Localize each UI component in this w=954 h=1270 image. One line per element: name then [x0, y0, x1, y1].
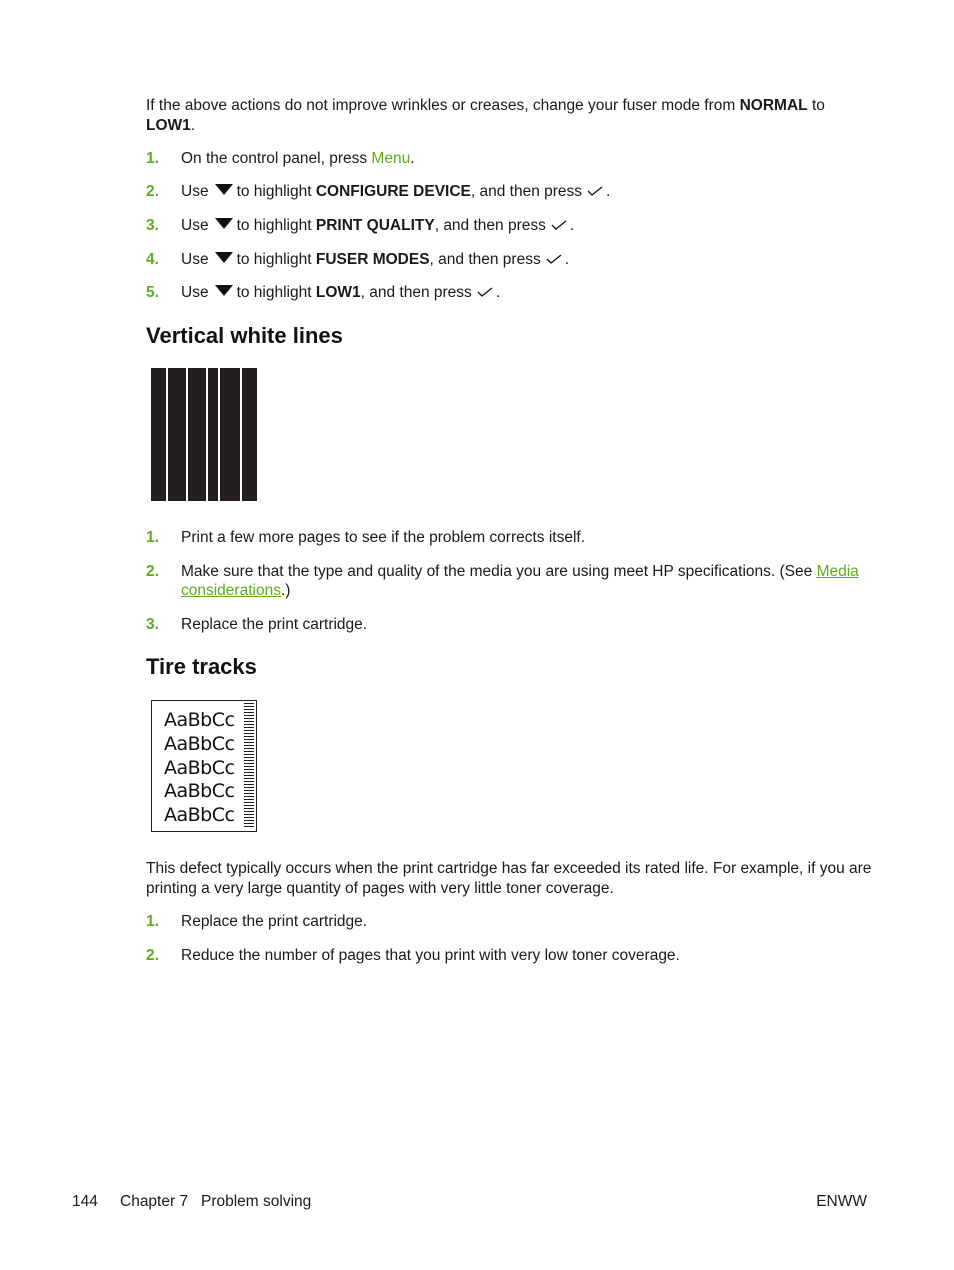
step-text: to highlight: [236, 183, 316, 200]
down-arrow-icon: [215, 218, 233, 229]
step-body: [181, 182, 871, 201]
step-number: 1.: [146, 529, 159, 546]
down-arrow-icon: [215, 285, 233, 296]
step-text-after: , and then press: [429, 251, 541, 268]
step-text-end: .): [280, 582, 291, 599]
tire-tracks-description: This defect typically occurs when the print cartridge has far exceeded its rated life. For example, if you are printing a very large quantity of pages with very little toner coverage.: [146, 860, 872, 897]
section-title-tire-tracks: Tire tracks: [146, 654, 257, 679]
sample-text-line: AaBbCc: [164, 709, 235, 731]
step-use: Use: [181, 284, 209, 301]
step-period: .: [410, 150, 415, 167]
step-number: 2.: [146, 947, 159, 964]
step-number: 1.: [146, 913, 159, 930]
step-text-after: , and then press: [434, 217, 546, 234]
step-body: Reduce the number of pages that you print with very low toner coverage.: [181, 947, 680, 964]
step-period: .: [564, 251, 570, 268]
menu-button-label: Menu: [371, 150, 411, 167]
step-body: [181, 250, 871, 269]
step-body: [181, 562, 871, 600]
step-text: to highlight: [236, 217, 316, 234]
step-period: .: [606, 183, 611, 200]
down-arrow-icon: [215, 184, 233, 195]
step-body: Replace the print cartridge.: [181, 913, 368, 930]
mode-normal: NORMAL: [739, 97, 808, 114]
step-use: Use: [181, 183, 209, 200]
step-text: to highlight: [236, 284, 316, 301]
step-text-after: , and then press: [360, 284, 472, 301]
step-body: Print a few more pages to see if the problem corrects itself.: [181, 529, 586, 546]
step-number: 3.: [146, 616, 159, 633]
mode-low1: LOW1: [146, 117, 191, 134]
white-line: [218, 368, 220, 501]
checkmark-icon: [586, 185, 604, 197]
checkmark-icon: [476, 286, 494, 298]
tire-tracks-sample-image: [151, 700, 257, 832]
step-period: .: [495, 284, 501, 301]
sample-text-line: AaBbCc: [164, 780, 235, 802]
step-number: 1.: [146, 150, 159, 167]
media-considerations-link-continued[interactable]: considerations: [181, 582, 281, 599]
intro-text: If the above actions do not improve wrinkles or creases, change your fuser mode from: [146, 97, 740, 114]
checkmark-icon: [550, 219, 568, 231]
intro-paragraph: [146, 96, 876, 136]
vertical-white-lines-sample-image: [151, 368, 257, 501]
step-text: On the control panel, press: [181, 150, 372, 167]
page-number: 144: [72, 1193, 98, 1210]
step-use: Use: [181, 251, 209, 268]
section-title-vertical-white-lines: Vertical white lines: [146, 323, 343, 348]
white-line: [240, 368, 242, 501]
step-number: 2.: [146, 563, 159, 580]
step-period: .: [569, 217, 575, 234]
step-use: Use: [181, 217, 209, 234]
menu-term: PRINT QUALITY: [315, 217, 435, 234]
step-body: [181, 283, 871, 302]
white-line: [166, 368, 168, 501]
step-number: 3.: [146, 217, 159, 234]
intro-text-mid: to: [807, 97, 825, 114]
step-text-after: , and then press: [470, 183, 583, 200]
step-body: [181, 216, 871, 235]
down-arrow-icon: [215, 252, 233, 263]
white-line: [186, 368, 188, 501]
intro-period: .: [190, 117, 196, 134]
menu-term: LOW1: [315, 284, 361, 301]
step-body: Replace the print cartridge.: [181, 616, 368, 633]
menu-term: CONFIGURE DEVICE: [315, 183, 471, 200]
menu-term: FUSER MODES: [315, 251, 430, 268]
media-considerations-link[interactable]: Media: [816, 563, 859, 580]
step-number: 5.: [146, 284, 159, 301]
footer-locale: ENWW: [816, 1193, 867, 1210]
sample-text-line: AaBbCc: [164, 804, 235, 826]
step-body: [181, 149, 871, 168]
sample-text-line: AaBbCc: [164, 757, 235, 779]
chapter-title: Chapter 7 Problem solving: [120, 1193, 312, 1210]
white-line: [206, 368, 208, 501]
step-number: 2.: [146, 183, 159, 200]
step-text: to highlight: [236, 251, 316, 268]
tire-track-marks: [244, 703, 254, 827]
step-number: 4.: [146, 251, 159, 268]
step-text: Make sure that the type and quality of the media you are using meet HP specifications. (See: [181, 563, 817, 580]
checkmark-icon: [545, 253, 563, 265]
sample-text-line: AaBbCc: [164, 733, 235, 755]
